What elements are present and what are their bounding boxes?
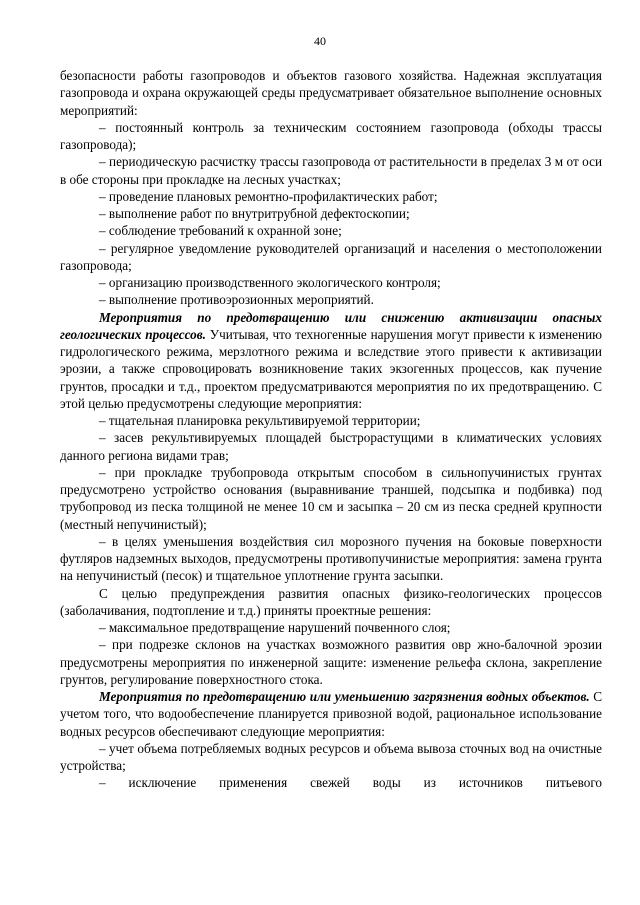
page-number: 40 — [314, 34, 326, 48]
section-text-water: С учетом того, что водообеспечение планируется привозной водой, рациональное использование водных ресурсов обеспечивают следующие мероприятия: — [60, 689, 603, 739]
list-item: – выполнение работ по внутритрубной дефектоскопии; — [99, 206, 410, 221]
list-item: – периодическую расчистку трассы газопровода от растительности в пределах 3 м от оси в обе стороны при прокладке на лесных участках; — [60, 154, 602, 187]
paragraph-prevention: С целью предупреждения развития опасных физико-геологических процессов (заболачивания, подтопление и т.д.) приняты проектные решения: — [60, 585, 602, 618]
list-item: – соблюдение требований к охранной зоне; — [99, 223, 342, 239]
list-item: – проведение плановых ремонтно-профилактических работ; — [99, 188, 438, 204]
list-item: – регулярное уведомление руководителей организаций и населения о местоположении газопровода; — [60, 240, 602, 273]
list-item: – организацию производственного экологического контроля; — [99, 275, 441, 290]
section-paragraph-water — [60, 688, 602, 740]
list-item: – выполнение противоэрозионных мероприятий. — [99, 292, 374, 308]
section-heading-geological: Мероприятия по предотвращению или снижению активизации опасных геологических процессов. — [60, 309, 602, 342]
list-item: – максимальное предотвращение нарушений почвенного слоя; — [99, 620, 451, 635]
section-text-geological: Учитывая, что техногенные нарушения могут привести к изменению гидрологического режима, мерзлотного режима и вследствие этого привести к активизации эрозии, а также спровоцировать возникновение таких экзогенных процессов, как пучение грунтов, просадки и т.д., проектом предусматриваются мероприятия по их предотвращению. С этой целью предусмотрены следующие мероприятия: — [60, 326, 602, 411]
paragraph-intro: безопасности работы газопроводов и объектов газового хозяйства. Надежная эксплуатация газопровода и охрана окружающей среды предусматривает обязательное выполнение основных мероприятий: — [60, 68, 602, 118]
document-body — [60, 67, 602, 792]
list-item: – в целях уменьшения воздействия сил морозного пучения на боковые поверхности футляров надземных выходов, предусмотрены противопучинистые мероприятия: замена грунта на непучинистый (песок) и тщательное уплотнение грунта засыпки. — [60, 533, 602, 584]
section-heading-water: Мероприятия по предотвращению или уменьшению загрязнения водных объектов. — [99, 689, 590, 704]
section-paragraph-geological — [60, 309, 602, 413]
list-item: – тщательная планировка рекультивируемой территории; — [99, 413, 421, 428]
list-item: – постоянный контроль за техническим состоянием газопровода (обходы трассы газопровода); — [60, 119, 602, 152]
list-item: – при подрезке склонов на участках возможного развития овр жно-балочной эрозии предусмотрены мероприятия по инженерной защите: изменение рельефа склона, закрепление грунтов, регулирование поверхностного стока. — [60, 637, 602, 687]
list-item: – засев рекультивируемых площадей быстрорастущими в климатических условиях данного региона видами трав; — [60, 430, 602, 463]
list-item: – при прокладке трубопровода открытым способом в сильнопучинистых грунтах предусмотрено устройство основания (выравнивание траншей, подсыпка и подбивка) под трубопровод из песка толщиной не менее 10 см и засыпка – 20 см из песка средней крупности (местный непучинистый); — [60, 464, 602, 532]
list-item: – исключение применения свежей воды из источников питьевого — [99, 775, 602, 791]
list-item: – учет объема потребляемых водных ресурсов и объема вывоза сточных вод на очистные устройства; — [60, 740, 602, 773]
